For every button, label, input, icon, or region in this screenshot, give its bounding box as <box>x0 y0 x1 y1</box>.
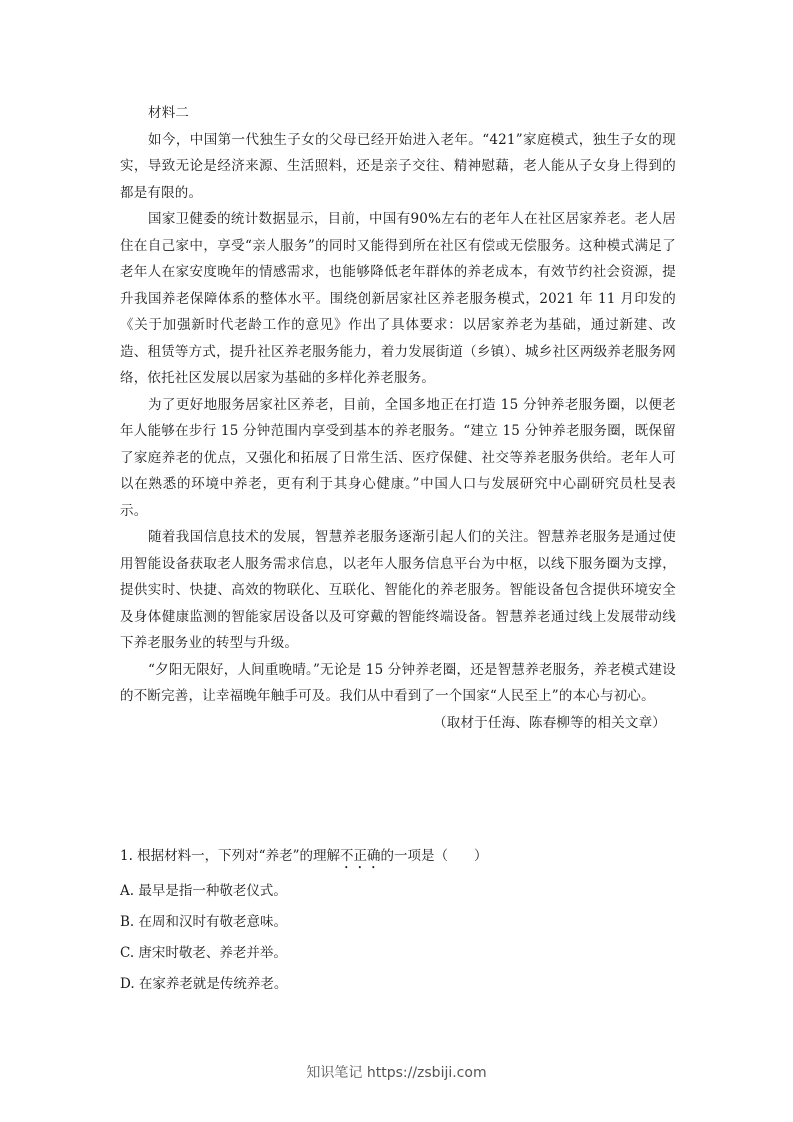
question-emphasis: 不正确 <box>339 848 381 864</box>
material-section <box>120 100 676 736</box>
material-heading: 材料二 <box>148 105 190 121</box>
question-stem-text: 1. 根据材料一，下列对“养老”的理解 <box>120 848 340 864</box>
material-paragraph-1: 如今，中国第一代独生子女的父母已经开始进入老年。“421”家庭模式，独生子女的现实，导致无论是经济来源、生活照料，还是亲子交往、精神慰藉，老人能从子女身上得到的都是有限的。 <box>120 131 676 201</box>
material-paragraph-5: “夕阳无限好，人间重晚晴。”无论是 15 分钟养老圈，还是智慧养老服务，养老模式建设的不断完善，让幸福晚年触手可及。我们从中看到了一个国家“人民至上”的本心与初心。 <box>120 661 676 704</box>
source-citation: （取材于任海、陈春柳等的相关文章） <box>433 714 666 731</box>
material-paragraph-3: 为了更好地服务居家社区养老，目前，全国多地正在打造 15 分钟养老服务圈，以便老年人能够在步行 15 分钟范围内享受到基本的养老服务。“建立 15 分钟养老服务圈，既保留了家庭养老的优点，又强化和拓展了日常生活、医疗保健、社交等养老服务供给。老年人可以在熟悉的环境中养老，更有利于其身心健康。”中国人口与发展研究中心副研究员杜旻表示。 <box>120 396 676 519</box>
material-paragraph-2: 国家卫健委的统计数据显示，目前，中国有90%左右的老年人在社区居家养老。老人居住在自己家中，享受“亲人服务”的同时又能得到所在社区有偿或无偿服务。这种模式满足了老年人在家安度晚年的情感需求，也能够降低老年群体的养老成本，有效节约社会资源，提升我国养老保障体系的整体水平。围绕创新居家社区养老服务模式，2021 年 11 月印发的《关于加强新时代老龄工作的意见》作出了具体要求：以居家养老为基础，通过新建、改造、租赁等方式，提升社区养老服务能力，着力发展街道（乡镇）、城乡社区两级养老服务网络，依托社区发展以居家为基础的多样化养老服务。 <box>120 211 676 386</box>
option-b: B. 在周和汉时有敬老意味。 <box>120 914 288 930</box>
footer-watermark: 知识笔记 https://zsbiji.com <box>306 1065 487 1081</box>
option-c: C. 唐宋时敬老、养老并举。 <box>120 945 287 961</box>
material-paragraph-4: 随着我国信息技术的发展，智慧养老服务逐渐引起人们的关注。智慧养老服务是通过使用智能设备获取老人服务需求信息，以老年人服务信息平台为中枢，以线下服务圈为支撑，提供实时、快捷、高效的物联化、互联化、智能化的养老服务。智能设备包含提供环境安全及身体健康监测的智能家居设备以及可穿戴的智能终端设备。智慧养老通过线上发展带动线下养老服务业的转型与升级。 <box>120 529 676 651</box>
option-a: A. 最早是指一种敬老仪式。 <box>120 883 287 899</box>
question-stem-tail: 的一项是（ <box>380 848 448 864</box>
question-stem-close: ） <box>473 848 488 864</box>
question-block <box>120 843 676 1002</box>
question-stem <box>120 843 676 872</box>
option-d: D. 在家养老就是传统养老。 <box>120 976 288 992</box>
